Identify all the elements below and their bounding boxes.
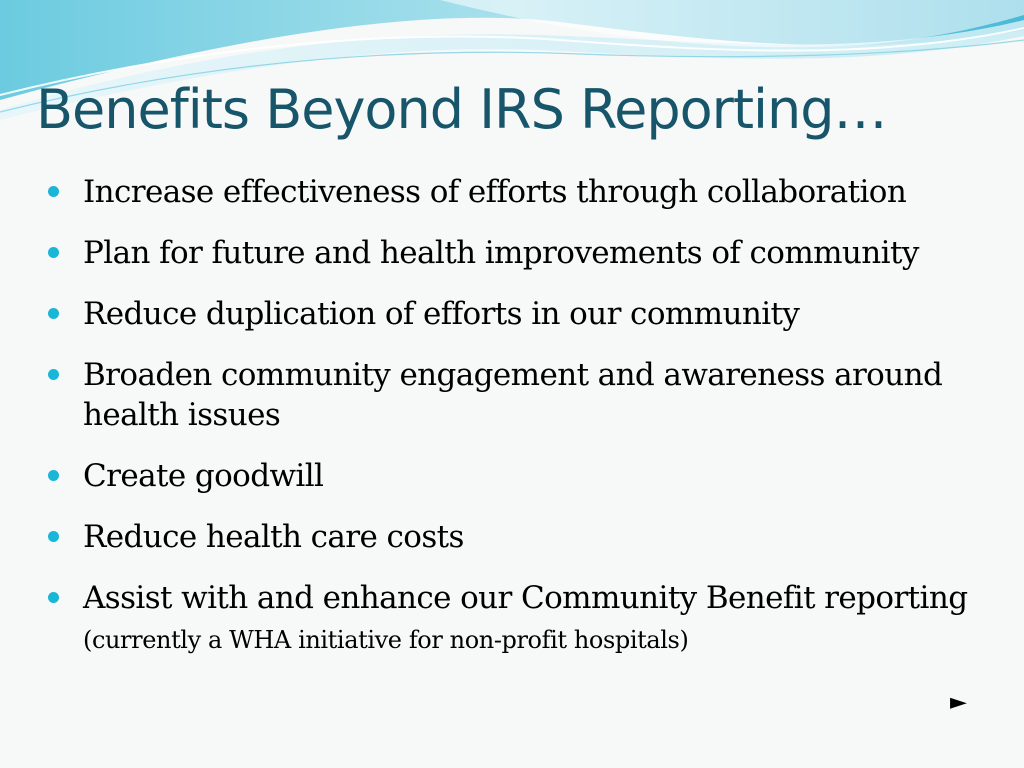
bullet-item [45, 355, 995, 435]
bullet-note: (currently a WHA initiative for non-profit hospitals) [83, 626, 689, 654]
bullet-item [45, 172, 995, 212]
slide-title: Benefits Beyond IRS Reporting… [36, 78, 887, 141]
bullet-item [45, 578, 995, 660]
bullet-item [45, 233, 995, 273]
bullet-dot-icon [48, 369, 59, 380]
bullet-text: Increase effectiveness of efforts through collaboration [83, 174, 907, 210]
next-slide-arrow-icon[interactable]: ► [950, 690, 967, 715]
bullet-text: Reduce health care costs [83, 519, 464, 555]
bullet-item [45, 294, 995, 334]
bullet-item [45, 517, 995, 557]
bullet-dot-icon [48, 470, 59, 481]
bullet-dot-icon [48, 592, 59, 603]
bullet-dot-icon [48, 531, 59, 542]
bullet-text: Reduce duplication of efforts in our community [83, 296, 800, 332]
bullet-text: Create goodwill [83, 458, 324, 494]
bullet-dot-icon [48, 247, 59, 258]
bullet-dot-icon [48, 186, 59, 197]
bullet-dot-icon [48, 308, 59, 319]
bullet-text: Plan for future and health improvements of community [83, 235, 919, 271]
bullet-text: Broaden community engagement and awareness around health issues [83, 357, 943, 433]
bullet-list [45, 172, 995, 681]
bullet-text: Assist with and enhance our Community Benefit reporting [83, 580, 968, 616]
bullet-item [45, 456, 995, 496]
